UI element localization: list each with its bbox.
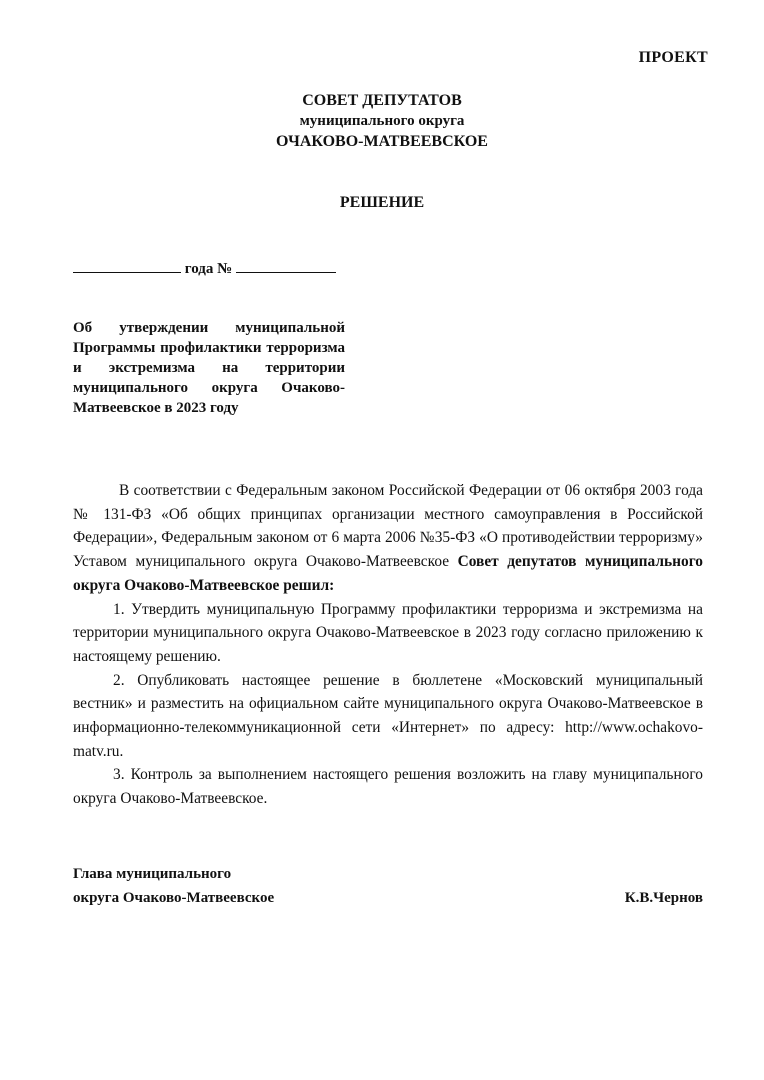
decision-title: РЕШЕНИЕ: [339, 194, 425, 211]
organization-subtitle: муниципального округа: [299, 113, 465, 129]
year-number-label: года №: [184, 261, 233, 277]
preamble-bold-text: Совет депутатов муниципального округа Очаково-Матвеевское решил:: [73, 553, 703, 594]
organization-name: СОВЕТ ДЕПУТАТОВ: [302, 92, 462, 109]
date-blank: [73, 257, 181, 273]
date-number-line: [73, 257, 336, 278]
decision-subject: Об утверждении муниципальной Программы профилактики терроризма и экстремизма на территории муниципального округа Очаково-Матвеевское в 2023 году: [73, 320, 345, 416]
decision-body: [73, 479, 703, 811]
signatory-name: К.В.Чернов: [624, 890, 703, 906]
draft-mark: ПРОЕКТ: [638, 49, 708, 66]
number-blank: [236, 257, 336, 273]
signatory-title-line-1: Глава муниципального: [73, 866, 232, 882]
signatory-title-line-2: округа Очаково-Матвеевское: [73, 890, 275, 906]
decision-item-2: 2. Опубликовать настоящее решение в бюллетене «Московский муниципальный вестник» и разместить на официальном сайте муниципального округа Очаково-Матвеевское в информационно-телекоммуникационной сети «Интернет» по адресу: http://www.ochakovo-matv.ru.: [73, 671, 703, 760]
preamble-paragraph: [73, 479, 703, 598]
preamble-text: В соответствии с Федеральным законом Российской Федерации от 06 октября 2003 года № 131-ФЗ «Об общих принципах организации местного самоуправления в Российской Федерации», Федеральным законом от 6 марта 2006 №35-ФЗ «О противодействии терроризму» Уставом муниципального округа Очаково-Матвеевское: [73, 482, 703, 571]
district-name: ОЧАКОВО-МАТВЕЕВСКОЕ: [276, 133, 488, 150]
decision-item-3: 3. Контроль за выполнением настоящего решения возложить на главу муниципального округа Очаково-Матвеевское.: [73, 766, 703, 808]
signature-block: [73, 862, 703, 910]
decision-item-1: 1. Утвердить муниципальную Программу профилактики терроризма и экстремизма на территории муниципального округа Очаково-Матвеевское в 2023 году согласно приложению к настоящему решению.: [73, 600, 703, 665]
document-header: [0, 91, 764, 153]
